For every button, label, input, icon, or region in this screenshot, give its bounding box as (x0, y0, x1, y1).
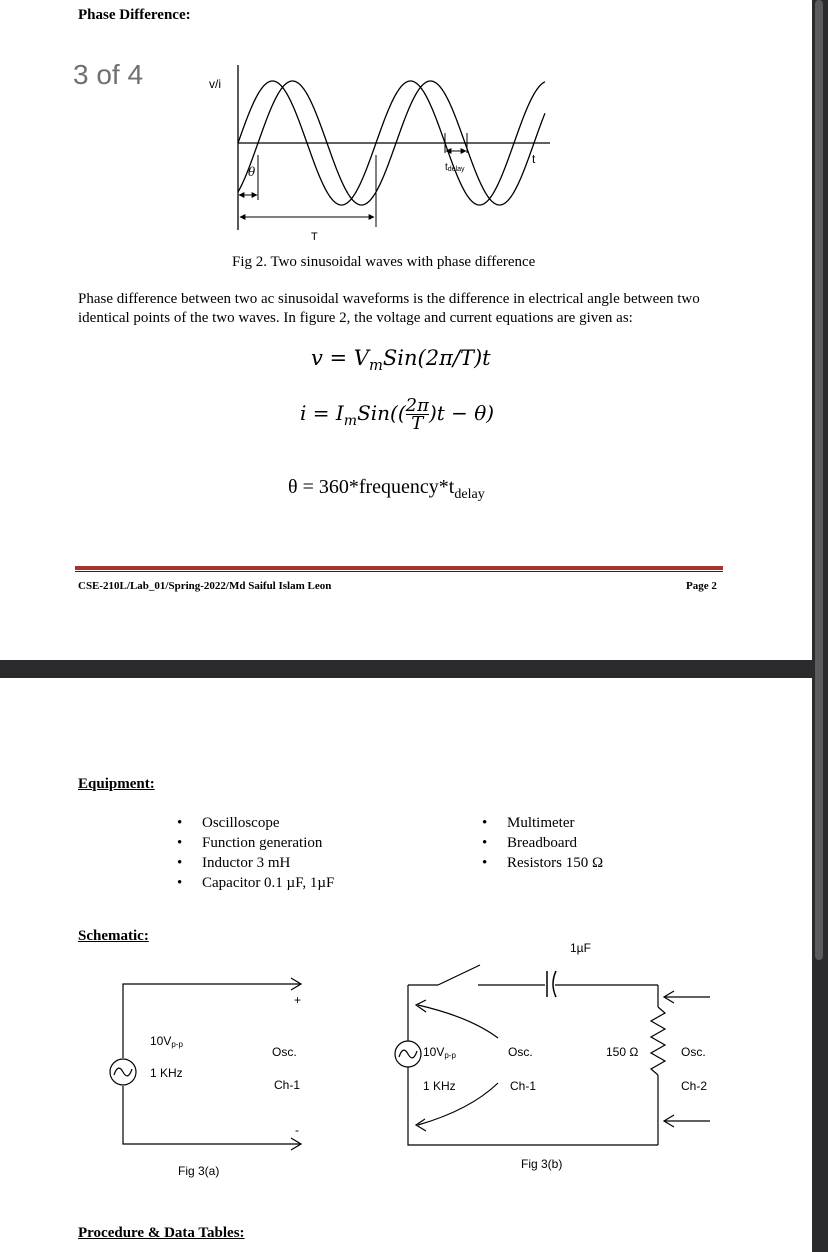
voltage-label: 10Vp-p (150, 1034, 183, 1049)
equipment-list-right (482, 813, 603, 873)
equipment-list-left (177, 813, 334, 893)
plus-label: + (294, 993, 302, 1007)
channel-label: Ch-1 (274, 1078, 301, 1092)
theta-equation: $\theta = 360*frequency*t_{delay}$ (288, 476, 485, 502)
list-item: • Capacitor 0.1 µF, 1µF (177, 873, 334, 893)
phase-paragraph: Phase difference between two ac sinusoidal waveforms is the difference in electrical angle between two identical points of the two waves. In figure 2, the voltage and current equations are given as: (78, 291, 700, 326)
schematic-fig-3b (380, 935, 720, 1180)
schematic-fig-3a (90, 970, 330, 1190)
phase-difference-figure (195, 55, 565, 255)
fig-3a-caption: Fig 3(a) (178, 1164, 220, 1178)
capacitor-label: 1µF (570, 941, 591, 955)
footer-page-number: Page 2 (686, 580, 717, 592)
minus-label: - (295, 1123, 299, 1137)
voltage-label: 10Vp-p (423, 1045, 456, 1060)
list-item: • Function generation (177, 833, 334, 853)
switch-icon (438, 965, 480, 985)
page-separator (0, 660, 828, 678)
voltage-equation: $v = V_mSin(2\pi/T)t$ (311, 346, 491, 375)
t-label: t (532, 152, 536, 166)
osc-1-label: Osc. (508, 1045, 533, 1059)
fig-3b-caption: Fig 3(b) (521, 1157, 563, 1171)
footer-rule-red (75, 566, 723, 570)
figure-2-caption: Fig 2. Two sinusoidal waves with phase difference (232, 254, 536, 270)
page-indicator: 3 of 4 (73, 59, 144, 90)
channel-2-label: Ch-2 (681, 1079, 708, 1093)
list-item: • Resistors 150 Ω (482, 853, 603, 873)
channel-1-label: Ch-1 (510, 1079, 537, 1093)
phase-difference-heading: Phase Difference: (78, 7, 191, 23)
list-item: • Multimeter (482, 813, 603, 833)
resistor-icon (651, 1007, 665, 1075)
schematic-heading: Schematic: (78, 928, 149, 944)
scrollbar-thumb[interactable] (815, 0, 823, 960)
list-item: • Breadboard (482, 833, 603, 853)
osc-2-label: Osc. (681, 1045, 706, 1059)
current-equation: $i = I_mSin$(( $\frac{2\pi}{T}$ )t − θ) (300, 395, 495, 434)
list-item: • Inductor 3 mH (177, 853, 334, 873)
frequency-label: 1 KHz (423, 1079, 456, 1093)
footer-rule-dark (75, 571, 723, 572)
y-axis-label: v/i (209, 77, 221, 91)
theta-label: θ (248, 165, 256, 179)
equipment-heading: Equipment: (78, 776, 155, 792)
list-item: • Oscilloscope (177, 813, 334, 833)
delay-label: tdelay (445, 162, 465, 173)
footer-course-info: CSE-210L/Lab_01/Spring-2022/Md Saiful Islam Leon (78, 580, 332, 592)
resistor-label: 150 Ω (606, 1045, 639, 1059)
procedure-heading: Procedure & Data Tables: (78, 1225, 245, 1241)
osc-label: Osc. (272, 1045, 297, 1059)
period-label: T (311, 231, 318, 243)
frequency-label: 1 KHz (150, 1066, 183, 1080)
